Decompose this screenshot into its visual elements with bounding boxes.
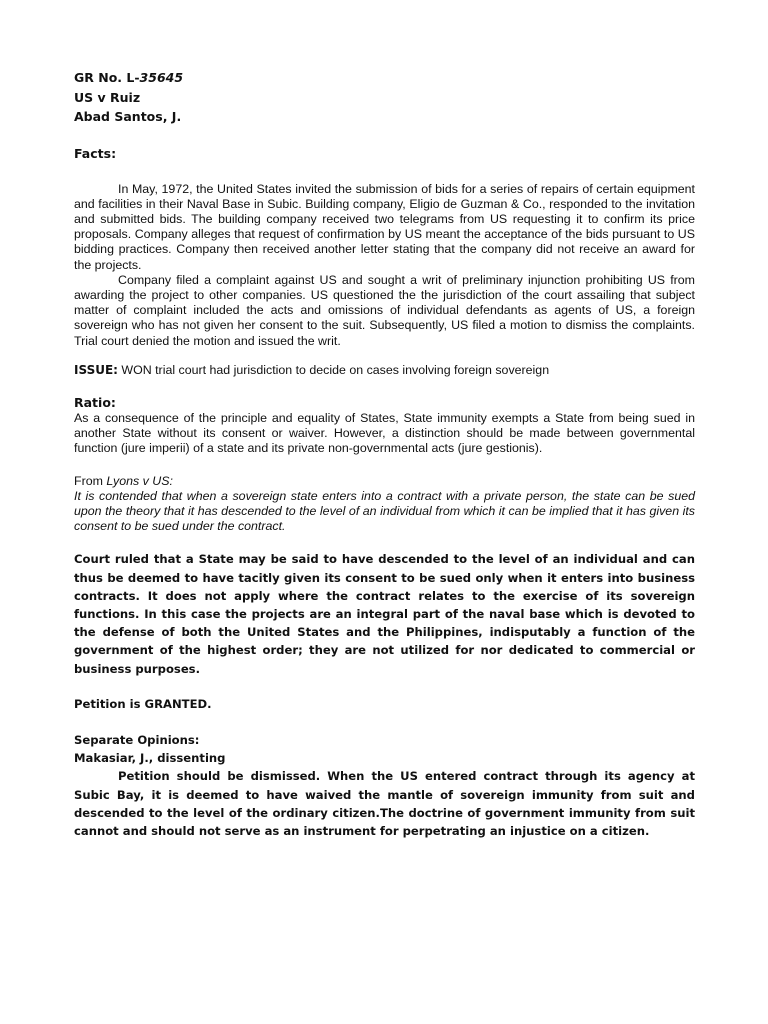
case-header: [74, 68, 695, 127]
lyons-quote: It is contended that when a sovereign state enters into a contract with a private person, the state can be sued upon the theory that it has descended to the level of an individual from which it can be implied that it has given its consent to be sued under the contract.: [74, 488, 695, 534]
lyons-intro-line: [74, 474, 695, 489]
issue-label: ISSUE:: [74, 362, 118, 377]
separate-opinions-heading: Separate Opinions:: [74, 732, 200, 747]
lyons-intro: From: [74, 473, 107, 488]
document-page: [74, 68, 695, 840]
ratio-heading: Ratio:: [74, 394, 116, 410]
dissent-justice: Makasiar, J., dissenting: [74, 751, 226, 766]
facts-heading: Facts:: [74, 145, 117, 161]
issue-text: WON trial court had jurisdiction to decide on cases involving foreign sovereign: [117, 362, 550, 377]
ponente: Abad Santos, J.: [74, 109, 182, 124]
court-ruling: Court ruled that a State may be said to have descended to the level of an individual and can thus be deemed to have tacitly given its consent to be sued only when it enters into business contracts. It does not apply where the contract relates to the exercise of its sovereign functions. In this case the projects are an integral part of the naval base which is devoted to the defense of both the United States and the Philippines, indisputably a function of the government of the highest order; they are not utilized for nor dedicated to commercial or business purposes.: [74, 552, 695, 676]
case-number-value: 35645: [139, 70, 184, 85]
dissent-text: Petition should be dismissed. When the US entered contract through its agency at Subic Bay, it is deemed to have waived the mantle of sovereign immunity from suit and descended to the level of the ordinary citizen.The doctrine of government immunity from suit cannot and should not serve as an instrument for perpetrating an injustice on a citizen.: [74, 769, 695, 838]
issue-paragraph: [74, 363, 695, 378]
lyons-case-name: Lyons v US:: [106, 473, 173, 488]
case-number: [74, 68, 695, 88]
disposition: Petition is GRANTED.: [74, 696, 212, 711]
case-title: US v Ruiz: [74, 89, 141, 105]
facts-paragraph-1: In May, 1972, the United States invited the submission of bids for a series of repairs of certain equipment and facilities in their Naval Base in Subic. Building company, Eligio de Guzman & Co., responded to the invitation and submitted bids. The building company received two telegrams from US requesting it to confirm its price proposals. Company alleges that request of confirmation by US meant the acceptance of the bids pursuant to US bidding practices. Company then received another letter stating that the company did not receive an award for the projects.: [74, 181, 695, 272]
facts-paragraph-2: Company filed a complaint against US and sought a writ of preliminary injunction prohibiting US from awarding the project to other companies. US questioned the the jurisdiction of the court assailing that subject matter of complaint included the acts and omissions of individual defendants as agents of US, a foreign sovereign who has not given her consent to the suit. Subsequently, US filed a motion to dismiss the complaints. Trial court denied the motion and issued the writ.: [74, 272, 695, 348]
case-number-prefix: GR No. L-: [74, 70, 140, 85]
ratio-text: As a consequence of the principle and equality of States, State immunity exempts a State from being sued in another State without its consent or waiver. However, a distinction should be made between governmental function (jure imperii) of a state and its private non-governmental acts (jure gestionis).: [74, 410, 695, 456]
